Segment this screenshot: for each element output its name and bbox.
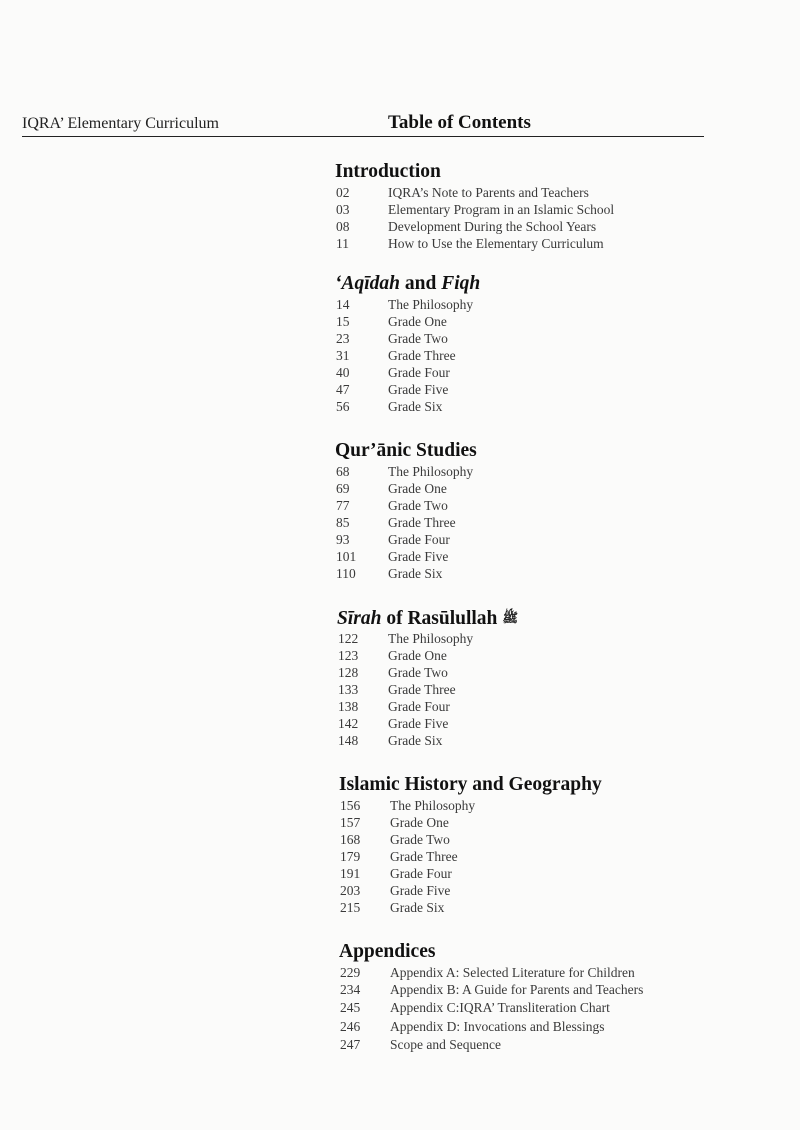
- page-number: 11: [336, 236, 349, 251]
- entry-label: Appendix C:IQRA’ Transliteration Chart: [390, 1000, 610, 1015]
- page-number: 123: [338, 648, 359, 663]
- entry-label: Appendix A: Selected Literature for Children: [390, 965, 635, 980]
- toc-entry[interactable]: [335, 201, 615, 218]
- toc-entry[interactable]: [339, 848, 602, 865]
- entry-label: Grade Six: [390, 900, 445, 915]
- page-number: 191: [340, 866, 361, 881]
- title-rasulullah: of Rasūlullah: [381, 608, 498, 629]
- page-number: 142: [338, 716, 359, 731]
- page-number: 93: [336, 532, 350, 547]
- title-sirah: Sīrah: [337, 608, 382, 629]
- page-number: 203: [340, 883, 361, 898]
- entry-label: Appendix D: Invocations and Blessings: [390, 1019, 605, 1034]
- page-number: 47: [336, 382, 350, 397]
- entry-label: Elementary Program in an Islamic School: [388, 202, 615, 217]
- entry-label: Grade Three: [388, 515, 456, 530]
- page-number: 03: [336, 202, 350, 217]
- page-number: 179: [340, 849, 361, 864]
- toc-entry[interactable]: [335, 364, 480, 381]
- entry-label: The Philosophy: [388, 297, 474, 312]
- section-title: Introduction: [335, 161, 441, 182]
- page-number: 08: [336, 219, 350, 234]
- salutation-icon: ﷺ: [502, 610, 519, 625]
- entry-label: Grade Four: [388, 365, 450, 380]
- page-number: 128: [338, 665, 359, 680]
- page-number: 15: [336, 314, 350, 329]
- toc-entry[interactable]: [339, 831, 602, 848]
- page-number: 23: [336, 331, 350, 346]
- toc-entry[interactable]: [335, 184, 589, 201]
- page-number: 133: [338, 682, 359, 697]
- page-number: 85: [336, 515, 350, 530]
- section-title: Qur’ānic Studies: [335, 440, 477, 461]
- toc-entry[interactable]: [337, 647, 518, 664]
- entry-label: Grade Three: [388, 682, 456, 697]
- entry-label: Appendix B: A Guide for Parents and Teachers: [390, 982, 644, 997]
- page-number: 56: [336, 399, 350, 414]
- entry-label: Grade Five: [390, 883, 451, 898]
- toc-entry[interactable]: [339, 981, 644, 998]
- page-number: 157: [340, 815, 361, 830]
- section-title: Appendices: [339, 941, 436, 962]
- section-title: [337, 606, 518, 630]
- entry-label: Development During the School Years: [388, 219, 597, 234]
- toc-entry[interactable]: [337, 732, 518, 749]
- toc-entry[interactable]: [339, 964, 635, 981]
- entry-label: Grade Four: [388, 699, 450, 714]
- entry-label: The Philosophy: [390, 798, 476, 813]
- toc-entry[interactable]: [335, 497, 477, 514]
- entry-label: Grade Four: [388, 532, 450, 547]
- page-number: 110: [336, 566, 356, 581]
- section-introduction: [335, 160, 615, 252]
- section-history-geography: [339, 773, 602, 916]
- title-and: and: [400, 273, 442, 294]
- entry-label: Grade One: [388, 481, 447, 496]
- entry-label: Grade Two: [390, 832, 450, 847]
- page-number: 245: [340, 1000, 361, 1015]
- toc-entry[interactable]: [335, 565, 477, 582]
- page-number: 246: [340, 1019, 361, 1034]
- entry-label: Grade Five: [388, 382, 449, 397]
- page-number: 229: [340, 965, 361, 980]
- toc-entry[interactable]: [339, 998, 610, 1017]
- toc-entry[interactable]: [335, 296, 480, 313]
- section-title: [335, 272, 480, 296]
- toc-entry[interactable]: [335, 381, 480, 398]
- title-aqidah: ‘Aqīdah: [335, 273, 401, 294]
- toc-entry[interactable]: [335, 330, 480, 347]
- entry-label: Grade Three: [388, 348, 456, 363]
- entry-label: IQRA’s Note to Parents and Teachers: [388, 185, 589, 200]
- title-fiqh: Fiqh: [441, 273, 481, 294]
- entry-list: [337, 630, 518, 749]
- toc-entry[interactable]: [339, 1036, 501, 1053]
- entry-label: The Philosophy: [388, 631, 474, 646]
- toc-entry[interactable]: [335, 514, 477, 531]
- entry-label: Grade Two: [388, 665, 448, 680]
- page-number: 40: [336, 365, 350, 380]
- toc-entry[interactable]: [337, 681, 518, 698]
- entry-label: Grade One: [390, 815, 449, 830]
- toc-entry[interactable]: [337, 630, 518, 647]
- entry-label: Grade Five: [388, 716, 449, 731]
- section-aqidah-fiqh: [335, 272, 480, 415]
- entry-label: Grade Two: [388, 498, 448, 513]
- entry-list: [339, 964, 644, 1053]
- page-number: 138: [338, 699, 359, 714]
- entry-list: [335, 296, 480, 415]
- entry-label: Grade Six: [388, 733, 443, 748]
- entry-label: Grade Three: [390, 849, 458, 864]
- entry-label: Grade Six: [388, 566, 443, 581]
- toc-entry[interactable]: [337, 664, 518, 681]
- page-number: 122: [338, 631, 359, 646]
- toc-entry[interactable]: [335, 313, 480, 330]
- toc-entry[interactable]: [339, 814, 602, 831]
- section-appendices: [339, 940, 644, 1053]
- section-sirah: [337, 606, 518, 749]
- page-number: 168: [340, 832, 361, 847]
- toc-entry[interactable]: [339, 797, 602, 814]
- book-title: IQRA’ Elementary Curriculum: [22, 115, 219, 132]
- toc-entry[interactable]: [335, 235, 604, 252]
- toc-entry[interactable]: [339, 1017, 605, 1036]
- entry-label: Grade Two: [388, 331, 448, 346]
- page-number: 215: [340, 900, 361, 915]
- toc-entry[interactable]: [335, 480, 477, 497]
- entry-label: Grade Six: [388, 399, 443, 414]
- page-number: 02: [336, 185, 350, 200]
- entry-label: The Philosophy: [388, 464, 474, 479]
- page-number: 234: [340, 982, 361, 997]
- page-header: [22, 112, 704, 137]
- entry-label: Grade One: [388, 314, 447, 329]
- toc-entry[interactable]: [335, 347, 480, 364]
- toc-entry[interactable]: [335, 531, 477, 548]
- page-number: 68: [336, 464, 350, 479]
- entry-label: Grade One: [388, 648, 447, 663]
- entry-list: [335, 463, 477, 582]
- page-number: 247: [340, 1037, 361, 1052]
- toc-entry[interactable]: [337, 715, 518, 732]
- page-title: Table of Contents: [388, 112, 531, 133]
- page-number: 14: [336, 297, 350, 312]
- toc-entry[interactable]: [335, 463, 477, 480]
- toc-entry[interactable]: [335, 548, 477, 565]
- entry-list: [335, 184, 615, 252]
- section-title: Islamic History and Geography: [339, 774, 602, 795]
- page-number: 77: [336, 498, 350, 513]
- toc-entry[interactable]: [335, 218, 597, 235]
- page-number: 156: [340, 798, 361, 813]
- entry-label: Grade Five: [388, 549, 449, 564]
- toc-entry[interactable]: [339, 899, 602, 916]
- entry-list: [339, 797, 602, 916]
- entry-label: Grade Four: [390, 866, 452, 881]
- page-number: 101: [336, 549, 357, 564]
- page-number: 148: [338, 733, 359, 748]
- toc-entry[interactable]: [335, 398, 480, 415]
- toc-entry[interactable]: [339, 865, 602, 882]
- toc-entry[interactable]: [337, 698, 518, 715]
- entry-label: How to Use the Elementary Curriculum: [388, 236, 604, 251]
- page-number: 69: [336, 481, 350, 496]
- page-number: 31: [336, 348, 350, 363]
- toc-entry[interactable]: [339, 882, 602, 899]
- entry-label: Scope and Sequence: [390, 1037, 501, 1052]
- section-quranic-studies: [335, 439, 477, 582]
